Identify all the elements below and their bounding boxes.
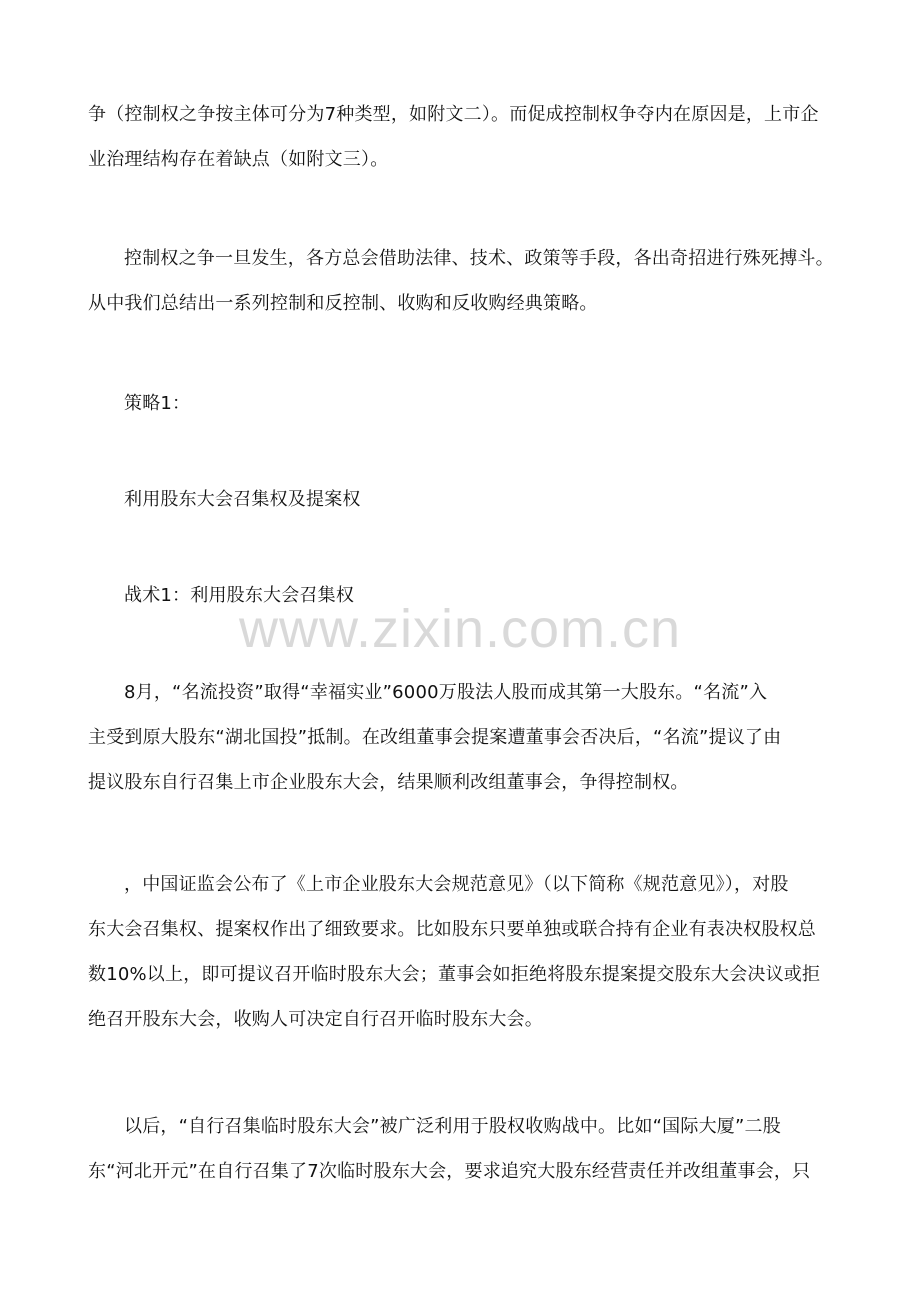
paragraph-control-rights-types bbox=[88, 92, 836, 182]
text-line: ，中国证监会公布了《上市企业股东大会规范意见》（以下简称《规范意见》），对股 bbox=[124, 874, 789, 895]
text-line: 8月，“名流投资”取得“幸福实业”6000万股法人股而成其第一大股东。“名流”入 bbox=[124, 682, 768, 703]
text-line: 争（控制权之争按主体可分为7种类型，如附文二）。而促成控制权争夺内在原因是，上市企 bbox=[88, 104, 819, 125]
text-line: 数10%以上，即可提议召开临时股东大会；董事会如拒绝将股东提案提交股东大会决议或拒 bbox=[88, 964, 821, 985]
strategy-title bbox=[88, 477, 836, 522]
watermark-text: www.zixin.com.cn bbox=[238, 599, 682, 659]
text-line: 控制权之争一旦发生，各方总会借助法律、技术、政策等手段，各出奇招进行殊死搏斗。 bbox=[124, 248, 834, 269]
text-line: 东“河北开元”在自行召集了7次临时股东大会，要求追究大股东经营责任并改组董事会，只 bbox=[88, 1161, 811, 1182]
text-line: 东大会召集权、提案权作出了细致要求。比如股东只要单独或联合持有企业有表决权股权总 bbox=[88, 919, 816, 940]
text-line: 提议股东自行召集上市企业股东大会，结果顺利改组董事会，争得控制权。 bbox=[88, 772, 689, 793]
text-line: 利用股东大会召集权及提案权 bbox=[124, 489, 361, 510]
text-line: 以后，“自行召集临时股东大会”被广泛利用于股权收购战中。比如“国际大厦”二股 bbox=[124, 1116, 781, 1137]
text-line: 从中我们总结出一系列控制和反控制、收购和反收购经典策略。 bbox=[88, 293, 598, 314]
paragraph-later-usage bbox=[88, 1104, 836, 1194]
text-line: 战术1：利用股东大会召集权 bbox=[124, 585, 355, 606]
text-line: 策略1： bbox=[124, 393, 191, 414]
text-line: 绝召开股东大会，收购人可决定自行召开临时股东大会。 bbox=[88, 1009, 543, 1030]
text-line: 业治理结构存在着缺点（如附文三）。 bbox=[88, 149, 389, 170]
strategy-heading bbox=[88, 381, 836, 426]
paragraph-mingliu-case bbox=[88, 670, 836, 805]
text-line: 主受到原大股东“湖北国投”抵制。在改组董事会提案遭董事会否决后，“名流”提议了由 bbox=[88, 727, 782, 748]
paragraph-csrc-rules bbox=[88, 862, 836, 1042]
paragraph-strategies-intro bbox=[88, 236, 836, 326]
tactic-title bbox=[88, 573, 836, 618]
